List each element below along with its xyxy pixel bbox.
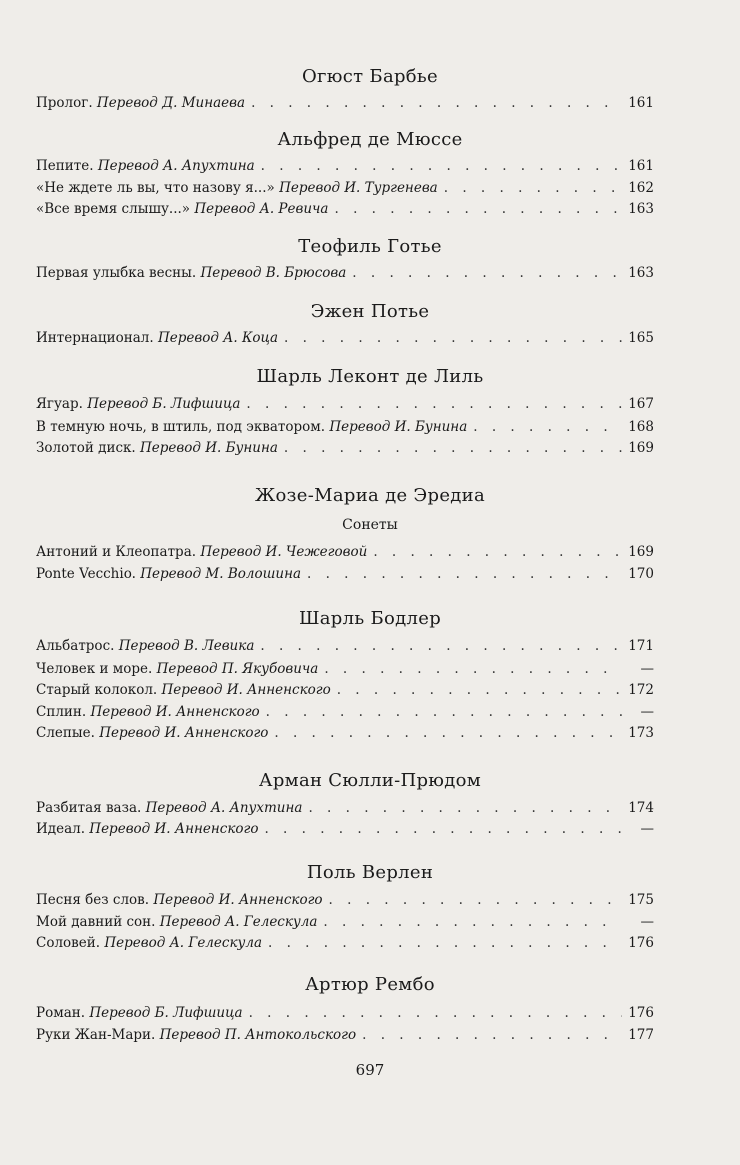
dot-leader: [246, 396, 622, 412]
toc-entry: [36, 725, 654, 745]
page-number: 697: [355, 1061, 385, 1079]
entry-translator: Перевод И. Чежеговой: [200, 544, 368, 560]
entry-page: 174: [628, 800, 654, 816]
entry-title: «Не ждете ль вы, что назову я...»: [36, 180, 275, 196]
entry-page: —: [640, 661, 654, 677]
dot-leader: [264, 821, 622, 837]
entry-translator: Перевод А. Ревича: [194, 201, 329, 217]
toc-entry: [36, 682, 654, 702]
dot-leader: [268, 935, 622, 951]
entry-page: 168: [628, 419, 654, 435]
dot-leader: [307, 566, 622, 582]
entry-translator: Перевод В. Брюсова: [200, 265, 347, 281]
toc-entry: [36, 914, 654, 934]
author-heading: Шарль Бодлер: [298, 608, 442, 629]
dot-leader: [249, 1005, 622, 1021]
entry-translator: Перевод И. Бунина: [329, 419, 468, 435]
entry-translator: Перевод А. Апухтина: [145, 800, 303, 816]
author-heading: Поль Верлен: [306, 862, 434, 883]
entry-translator: Перевод Б. Лифшица: [87, 396, 241, 412]
dot-leader: [308, 800, 622, 816]
toc-entry: [36, 935, 654, 955]
entry-title: Альбатрос.: [36, 638, 115, 654]
dot-leader: [284, 330, 622, 346]
entry-page: 177: [628, 1027, 654, 1043]
entry-title: «Все время слышу...»: [36, 201, 191, 217]
dot-leader: [323, 914, 622, 930]
entry-title: Ponte Vecchio.: [36, 566, 136, 582]
dot-leader: [284, 440, 622, 456]
toc-entry: [36, 1027, 654, 1047]
dot-leader: [324, 661, 622, 677]
entry-translator: Перевод П. Антокольского: [159, 1027, 357, 1043]
entry-page: 162: [628, 180, 654, 196]
dot-leader: [373, 544, 622, 560]
entry-title: Идеал.: [36, 821, 85, 837]
entry-translator: Перевод И. Бунина: [140, 440, 278, 456]
entry-page: 176: [628, 935, 654, 951]
author-heading: Жозе-Мариа де Эредиа: [255, 485, 485, 506]
entry-translator: Перевод Д. Минаева: [96, 95, 246, 111]
entry-title: Слепые.: [36, 725, 95, 741]
toc-entry: [36, 419, 654, 439]
dot-leader: [274, 725, 622, 741]
author-heading: Артюр Рембо: [305, 974, 435, 995]
entry-title: Соловей.: [36, 935, 101, 951]
toc-entry: [36, 265, 654, 285]
entry-title: Человек и море.: [36, 661, 153, 677]
toc-entry: [36, 440, 654, 460]
author-heading: Альфред де Мюссе: [277, 129, 463, 150]
toc-entry: [36, 95, 654, 115]
dot-leader: [266, 704, 622, 720]
entry-translator: Перевод И. Анненского: [90, 704, 260, 720]
dot-leader: [329, 892, 622, 908]
dot-leader: [362, 1027, 622, 1043]
entry-page: 169: [628, 544, 654, 560]
entry-translator: Перевод В. Левика: [118, 638, 255, 654]
entry-translator: Перевод И. Анненского: [153, 892, 323, 908]
entry-page: 161: [628, 158, 654, 174]
entry-title: Роман.: [36, 1005, 86, 1021]
author-heading: Шарль Леконт де Лиль: [256, 366, 484, 387]
entry-title: Первая улыбка весны.: [36, 265, 197, 281]
entry-translator: Перевод И. Анненского: [161, 682, 331, 698]
entry-title: Старый колокол.: [36, 682, 158, 698]
entry-page: 170: [628, 566, 654, 582]
entry-page: 169: [628, 440, 654, 456]
author-heading: Теофиль Готье: [298, 236, 442, 257]
entry-title: Пролог.: [36, 95, 93, 111]
entry-page: 163: [628, 265, 654, 281]
dot-leader: [261, 158, 622, 174]
toc-entry: [36, 638, 654, 658]
toc-entry: [36, 330, 654, 350]
entry-page: 175: [628, 892, 654, 908]
entry-title: Разбитая ваза.: [36, 800, 142, 816]
dot-leader: [337, 682, 622, 698]
entry-page: 172: [628, 682, 654, 698]
toc-entry: [36, 158, 654, 178]
author-heading: Эжен Потье: [310, 301, 430, 322]
entry-translator: Перевод И. Анненского: [99, 725, 269, 741]
toc-entry: [36, 821, 654, 841]
entry-translator: Перевод А. Коца: [157, 330, 279, 346]
entry-title: Пепите.: [36, 158, 94, 174]
entry-translator: Перевод Б. Лифшица: [89, 1005, 243, 1021]
author-heading: Огюст Барбье: [302, 66, 438, 87]
author-heading: Арман Сюлли-Прюдом: [258, 770, 482, 791]
subsection-heading: Сонеты: [342, 517, 398, 533]
entry-translator: Перевод П. Якубовича: [156, 661, 319, 677]
toc-entry: [36, 201, 654, 221]
entry-page: —: [640, 704, 654, 720]
entry-page: 167: [628, 396, 654, 412]
entry-page: 176: [628, 1005, 654, 1021]
entry-title: Мой давний сон.: [36, 914, 156, 930]
entry-translator: Перевод М. Волошина: [140, 566, 302, 582]
entry-title: Сплин.: [36, 704, 87, 720]
entry-page: —: [640, 821, 654, 837]
dot-leader: [444, 180, 622, 196]
toc-entry: [36, 1005, 654, 1025]
entry-page: 165: [628, 330, 654, 346]
toc-entry: [36, 892, 654, 912]
dot-leader: [251, 95, 622, 111]
toc-entry: [36, 800, 654, 820]
entry-title: Руки Жан-Мари.: [36, 1027, 156, 1043]
entry-translator: Перевод И. Анненского: [89, 821, 259, 837]
entry-title: Антоний и Клеопатра.: [36, 544, 197, 560]
entry-page: 173: [628, 725, 654, 741]
toc-entry: [36, 704, 654, 724]
entry-title: Интернационал.: [36, 330, 154, 346]
dot-leader: [334, 201, 622, 217]
toc-entry: [36, 396, 654, 416]
entry-page: 163: [628, 201, 654, 217]
entry-page: 171: [628, 638, 654, 654]
dot-leader: [260, 638, 622, 654]
entry-title: Золотой диск.: [36, 440, 136, 456]
entry-title: Песня без слов.: [36, 892, 150, 908]
dot-leader: [473, 419, 622, 435]
entry-translator: Перевод И. Тургенева: [279, 180, 438, 196]
entry-translator: Перевод А. Гелескула: [104, 935, 262, 951]
entry-translator: Перевод А. Апухтина: [97, 158, 255, 174]
toc-entry: [36, 661, 654, 681]
toc-entry: [36, 544, 654, 564]
toc-entry: [36, 566, 654, 586]
entry-translator: Перевод А. Гелескула: [159, 914, 318, 930]
entry-title: Ягуар.: [36, 396, 83, 412]
entry-title: В темную ночь, в штиль, под экватором.: [36, 419, 326, 435]
entry-page: 161: [628, 95, 654, 111]
dot-leader: [352, 265, 622, 281]
toc-entry: [36, 180, 654, 200]
entry-page: —: [640, 914, 654, 930]
